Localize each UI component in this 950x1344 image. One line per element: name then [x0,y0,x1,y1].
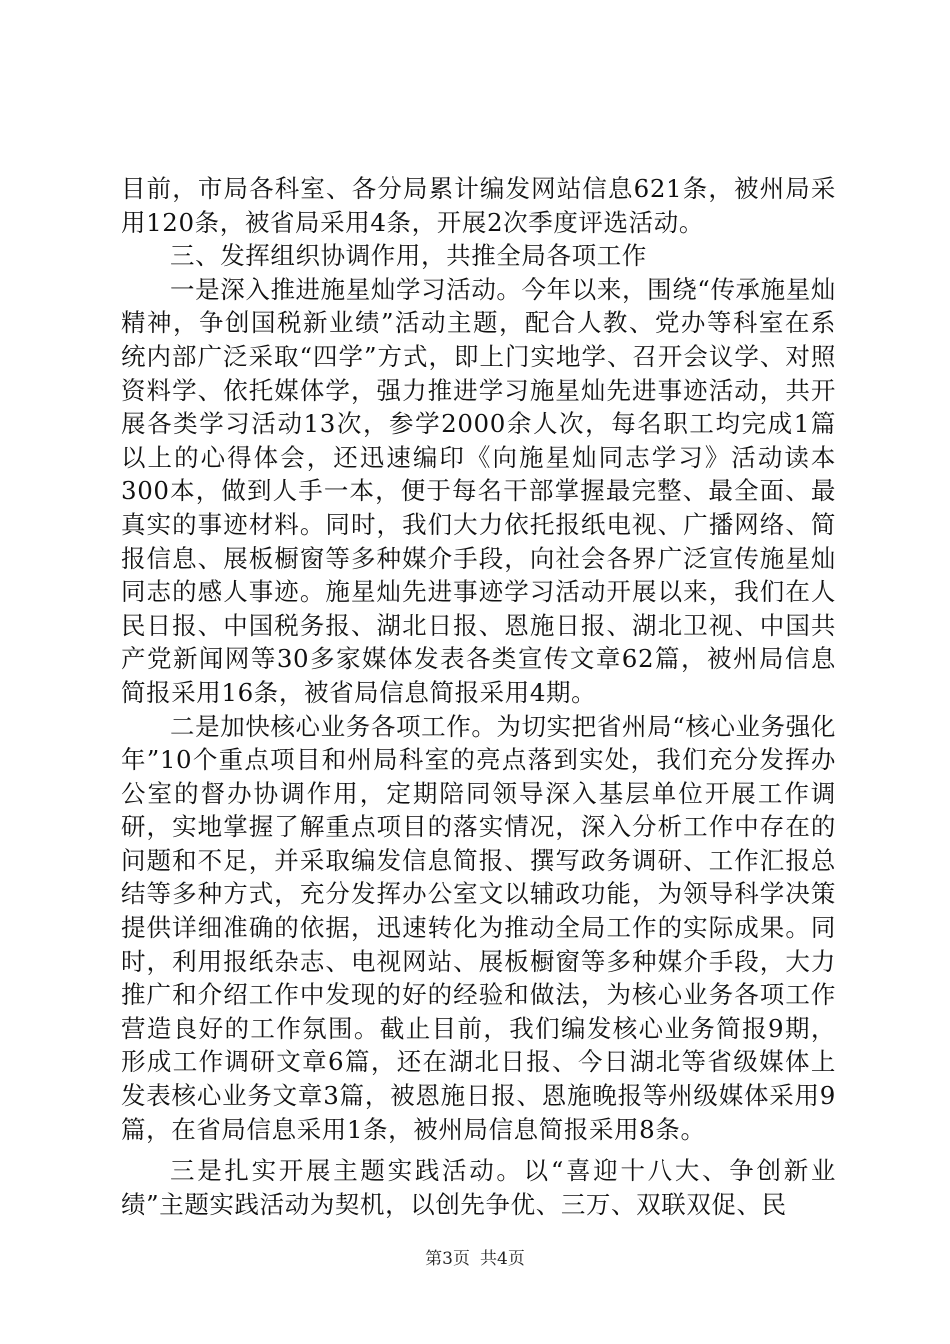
page-number: 第3页 [425,1249,470,1269]
page-total: 共4页 [480,1249,525,1269]
paragraph-study-activity: 一是深入推进施星灿学习活动。今年以来，围绕“传承施星灿精神，争创国税新业绩”活动主题，配合人教、党办等科室在系统内部广泛采取“四学”方式，即上门实地学、召开会议学、对照资料学、依托媒体学，强力推进学习施星灿先进事迹活动，共开展各类学习活动13次，参学2000余人次，每名职工均完成1篇以上的心得体会，还迅速编印《向施星灿同志学习》活动读本300本，做到人手一本，便于每名干部掌握最完整、最全面、最真实的事迹材料。同时，我们大力依托报纸电视、广播网络、简报信息、展板橱窗等多种媒介手段，向社会各界广泛宣传施星灿同志的感人事迹。施星灿先进事迹学习活动开展以来，我们在人民日报、中国税务报、湖北日报、恩施日报、湖北卫视、中国共产党新闻网等30多家媒体发表各类宣传文章62篇，被州局信息简报采用16条，被省局信息简报采用4期。 [121,274,836,707]
document-body [121,172,836,1221]
paragraph-core-business: 二是加快核心业务各项工作。为切实把省州局“核心业务强化年”10个重点项目和州局科室的亮点落到实处，我们充分发挥办公室的督办协调作用，定期陪同领导深入基层单位开展工作调研，实地掌握了解重点项目的落实情况，深入分析工作中存在的问题和不足，并采取编发信息简报、撰写政务调研、工作汇报总结等多种方式，充分发挥办公室文以辅政功能，为领导科学决策提供详细准确的依据，迅速转化为推动全局工作的实际成果。同时，利用报纸杂志、电视网站、展板橱窗等多种媒介手段，大力推广和介绍工作中发现的好的经验和做法，为核心业务各项工作营造良好的工作氛围。截止目前，我们编发核心业务简报9期，形成工作调研文章6篇，还在湖北日报、今日湖北等省级媒体上发表核心业务文章3篇，被恩施日报、恩施晚报等州级媒体采用9篇，在省局信息采用1条，被州局信息简报采用8条。 [121,711,836,1144]
section-heading: 三、发挥组织协调作用，共推全局各项工作 [170,241,647,271]
page-footer [0,1244,950,1269]
paragraph-continuation: 目前，市局各科室、各分局累计编发网站信息621条，被州局采用120条，被省局采用4条，开展2次季度评选活动。 [121,174,836,237]
paragraph-theme-practice: 三是扎实开展主题实践活动。以“喜迎十八大、争创新业绩”主题实践活动为契机，以创先争优、三万、双联双促、民 [121,1156,836,1219]
